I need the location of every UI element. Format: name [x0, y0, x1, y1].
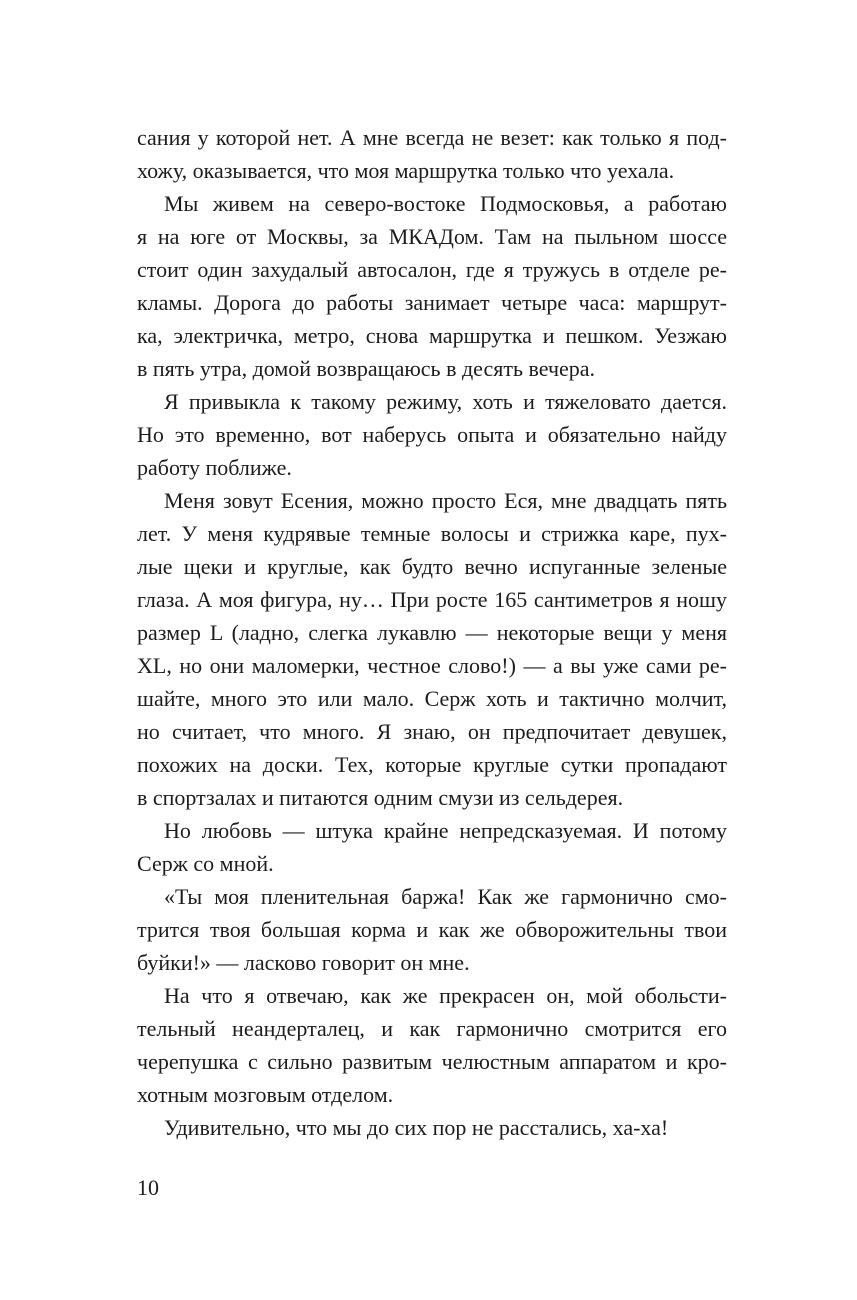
text-line: стоит один захудалый автосалон, где я тружусь в отделе ре- [137, 257, 727, 282]
text-line: я на юге от Москвы, за МКАДом. Там на пыльном шоссе [137, 224, 727, 249]
text-line: похожих на доски. Тех, которые круглые сутки пропадают [137, 752, 727, 777]
text-line: Удивительно, что мы до сих пор не расстались, ха-ха! [164, 1115, 669, 1140]
text-line: лет. У меня кудрявые темные волосы и стрижка каре, пух- [137, 521, 727, 546]
text-line: в пять утра, домой возвращаюсь в десять вечера. [137, 356, 596, 381]
text-line: глаза. А моя фигура, ну… При росте 165 сантиметров я ношу [137, 587, 727, 612]
text-line: Меня зовут Есения, можно просто Еся, мне двадцать пять [164, 488, 727, 513]
text-line: черепушка с сильно развитым челюстным аппаратом и кро- [137, 1049, 727, 1074]
text-line: Мы живем на северо-востоке Подмосковья, а работаю [164, 191, 727, 216]
page-number: 10 [137, 1175, 159, 1200]
text-line: Но любовь — штука крайне непредсказуемая. И потому [164, 818, 727, 843]
text-line: но считает, что много. Я знаю, он предпочитает девушек, [137, 719, 727, 744]
text-line: размер L (ладно, слегка лукавлю — некоторые вещи у меня [137, 620, 727, 645]
text-line: сания у которой нет. А мне всегда не везет: как только я под- [137, 125, 727, 150]
text-line: ка, электричка, метро, снова маршрутка и пешком. Уезжаю [137, 323, 727, 348]
text-line: шайте, много это или мало. Серж хоть и тактично молчит, [137, 686, 727, 711]
text-line: хожу, оказывается, что моя маршрутка только что уехала. [137, 158, 675, 183]
text-line: работу поближе. [137, 455, 292, 480]
text-line: Серж со мной. [137, 851, 274, 876]
text-line: буйки!» — ласково говорит он мне. [137, 950, 470, 975]
text-line: XL, но они маломерки, честное слово!) — а вы уже сами ре- [137, 653, 727, 678]
text-line: тельный неандерталец, и как гармонично смотрится его [137, 1016, 727, 1041]
text-line: кламы. Дорога до работы занимает четыре часа: маршрут- [137, 290, 727, 315]
text-line: лые щеки и круглые, как будто вечно испуганные зеленые [137, 554, 727, 579]
text-line: в спортзалах и питаются одним смузи из сельдерея. [137, 785, 624, 810]
text-line: трится твоя большая корма и как же обворожительны твои [137, 917, 727, 942]
text-line: хотным мозговым отделом. [137, 1082, 394, 1107]
text-line: Но это временно, вот наберусь опыта и обязательно найду [137, 422, 727, 447]
text-line: «Ты моя пленительная баржа! Как же гармонично смо- [164, 884, 727, 909]
text-line: Я привыкла к такому режиму, хоть и тяжеловато дается. [164, 389, 727, 414]
text-line: На что я отвечаю, как же прекрасен он, мой обольсти- [164, 983, 727, 1008]
